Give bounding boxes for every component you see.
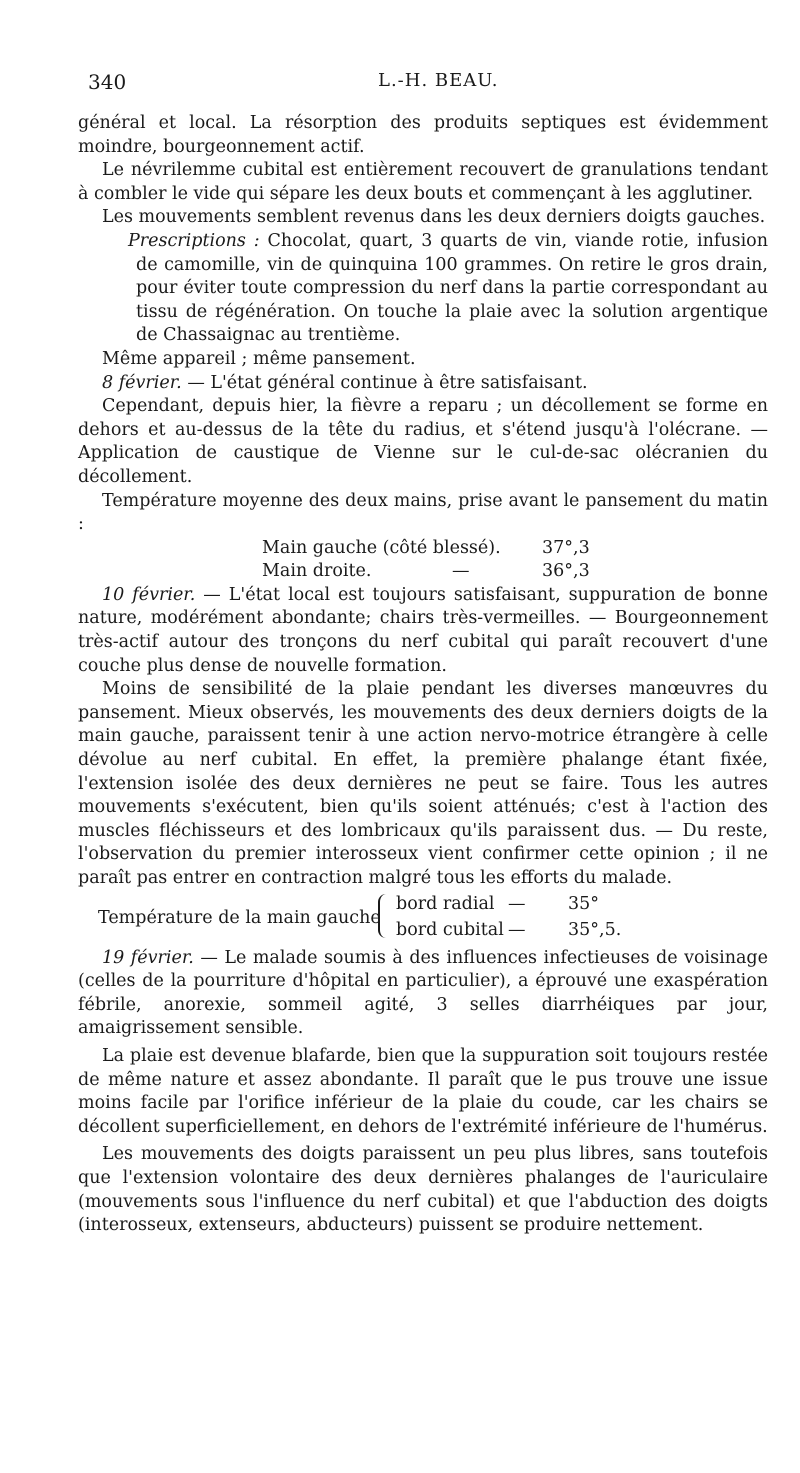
- paragraph-11: Moins de sensibilité de la plaie pendant les diverses manœuvres du pansement. Mieux observés, les mouvements des deux derniers doigts de la main gauche, paraissent tenir à une action nervo-motrice étrangère à celle dévolue au nerf cubital. En effet, la première phalange étant fixée, l'extension isolée des deux dernières ne peut se faire. Tous les autres mouvements s'exécutent, bien qu'ils soient atténués; c'est à l'action des muscles fléchisseurs et des lombricaux qu'ils paraissent dus. — Du reste, l'observation du premier interosseux vient confirmer cette opinion ; il ne paraît pas entrer en contraction malgré tous les efforts du malade.: [78, 679, 768, 888]
- temp-block-row-label: bord cubital: [396, 919, 504, 940]
- entry-10-fevrier: [78, 584, 768, 678]
- paragraph-1: général et local. La résorption des produits septiques est évidemment moindre, bourgeonnement actif.: [78, 113, 768, 157]
- entry-date: 10 février.: [102, 584, 196, 605]
- temp-block-label: Température de la main gauche: [98, 907, 381, 928]
- paragraph-5: Même appareil ; même pansement.: [102, 348, 416, 369]
- paragraph-14: La plaie est devenue blafarde, bien que la suppuration soit toujours restée de même nature et assez abondante. Il paraît que le pus trouve une issue moins facile par l'orifice inférieur de la plaie du coude, car les chairs se décollent superficiellement, en dehors de l'extrémité inférieure de l'humérus.: [78, 1045, 768, 1137]
- entry-19-fevrier: [78, 947, 768, 1041]
- temp-block-dash: —: [508, 919, 526, 940]
- entry-text: — L'état général continue à être satisfaisant.: [181, 372, 588, 393]
- temp-block-dash: —: [508, 893, 526, 914]
- running-head: L.-H. BEAU.: [378, 70, 499, 91]
- paragraph-2: Le névrilemme cubital est entièrement recouvert de granulations tendant à combler le vide qui sépare les deux bouts et commençant à les agglutiner.: [78, 160, 768, 204]
- temp-row-value: 37°,3: [542, 537, 590, 558]
- temp-row-dash: —: [452, 561, 470, 582]
- prescriptions-text: Chocolat, quart, 3 quarts de vin, viande rotie, infusion de camomille, vin de quinquina 100 grammes. On retire le gros drain, pour éviter toute compression du nerf dans la partie correspondant au tissu de régénération. On touche la plaie avec la solution argentique de Chassaignac au trentième.: [136, 230, 768, 346]
- temp-row-value: 36°,3: [542, 561, 590, 582]
- paragraph-3: Les mouvements semblent revenus dans les deux derniers doigts gauches.: [102, 207, 766, 228]
- temp-row-right-hand: [78, 560, 768, 584]
- temp-row-label: Main droite.: [262, 561, 372, 582]
- paragraph-7: Cependant, depuis hier, la fièvre a reparu ; un décollement se forme en dehors et au-dessus de la tête du radius, et s'étend jusqu'à l'olécrane. — Application de caustique de Vienne sur le cul-de-sac olécranien du décollement.: [78, 396, 768, 487]
- brace: [378, 894, 390, 938]
- entry-date: 19 février.: [102, 947, 194, 968]
- entry-text: — L'état local est toujours satisfaisant, suppuration de bonne nature, modérément abondante; chairs très-vermeilles. — Bourgeonnement très-actif autour des tronçons du nerf cubital qui paraît recouvert d'une couche plus dense de nouvelle formation.: [78, 584, 768, 676]
- paragraph-15: Les mouvements des doigts paraissent un peu plus libres, sans toutefois que l'extension volontaire des deux dernières phalanges de l'auriculaire (mouvements sous l'influence du nerf cubital) et que l'abduction des doigts (interosseux, extenseurs, abducteurs) puissent se produire nettement.: [78, 1144, 768, 1236]
- temp-block-value: 35°,5.: [568, 919, 622, 940]
- temp-block-row-label: bord radial: [396, 893, 495, 914]
- prescriptions-label: Prescriptions :: [128, 230, 260, 251]
- temp-block-left-hand: [78, 891, 768, 947]
- entry-date: 8 février.: [102, 372, 182, 393]
- temp-row-left-hand: [78, 537, 768, 561]
- entry-8-fevrier: [78, 372, 768, 396]
- temp-row-label: Main gauche (côté blessé).: [262, 537, 501, 558]
- body-text: [78, 112, 768, 1238]
- page-number: 340: [88, 70, 127, 94]
- page-header: [88, 70, 768, 100]
- temp-block-value: 35°: [568, 893, 600, 914]
- prescriptions-paragraph: [78, 230, 768, 348]
- paragraph-8: Température moyenne des deux mains, prise avant le pansement du matin :: [78, 490, 768, 535]
- entry-text: — Le malade soumis à des influences infectieuses de voisinage (celles de la pourriture d'hôpital en particulier), a éprouvé une exaspération fébrile, anorexie, sommeil agité, 3 selles diarrhéiques par jour, amaigrissement sensible.: [78, 947, 768, 1039]
